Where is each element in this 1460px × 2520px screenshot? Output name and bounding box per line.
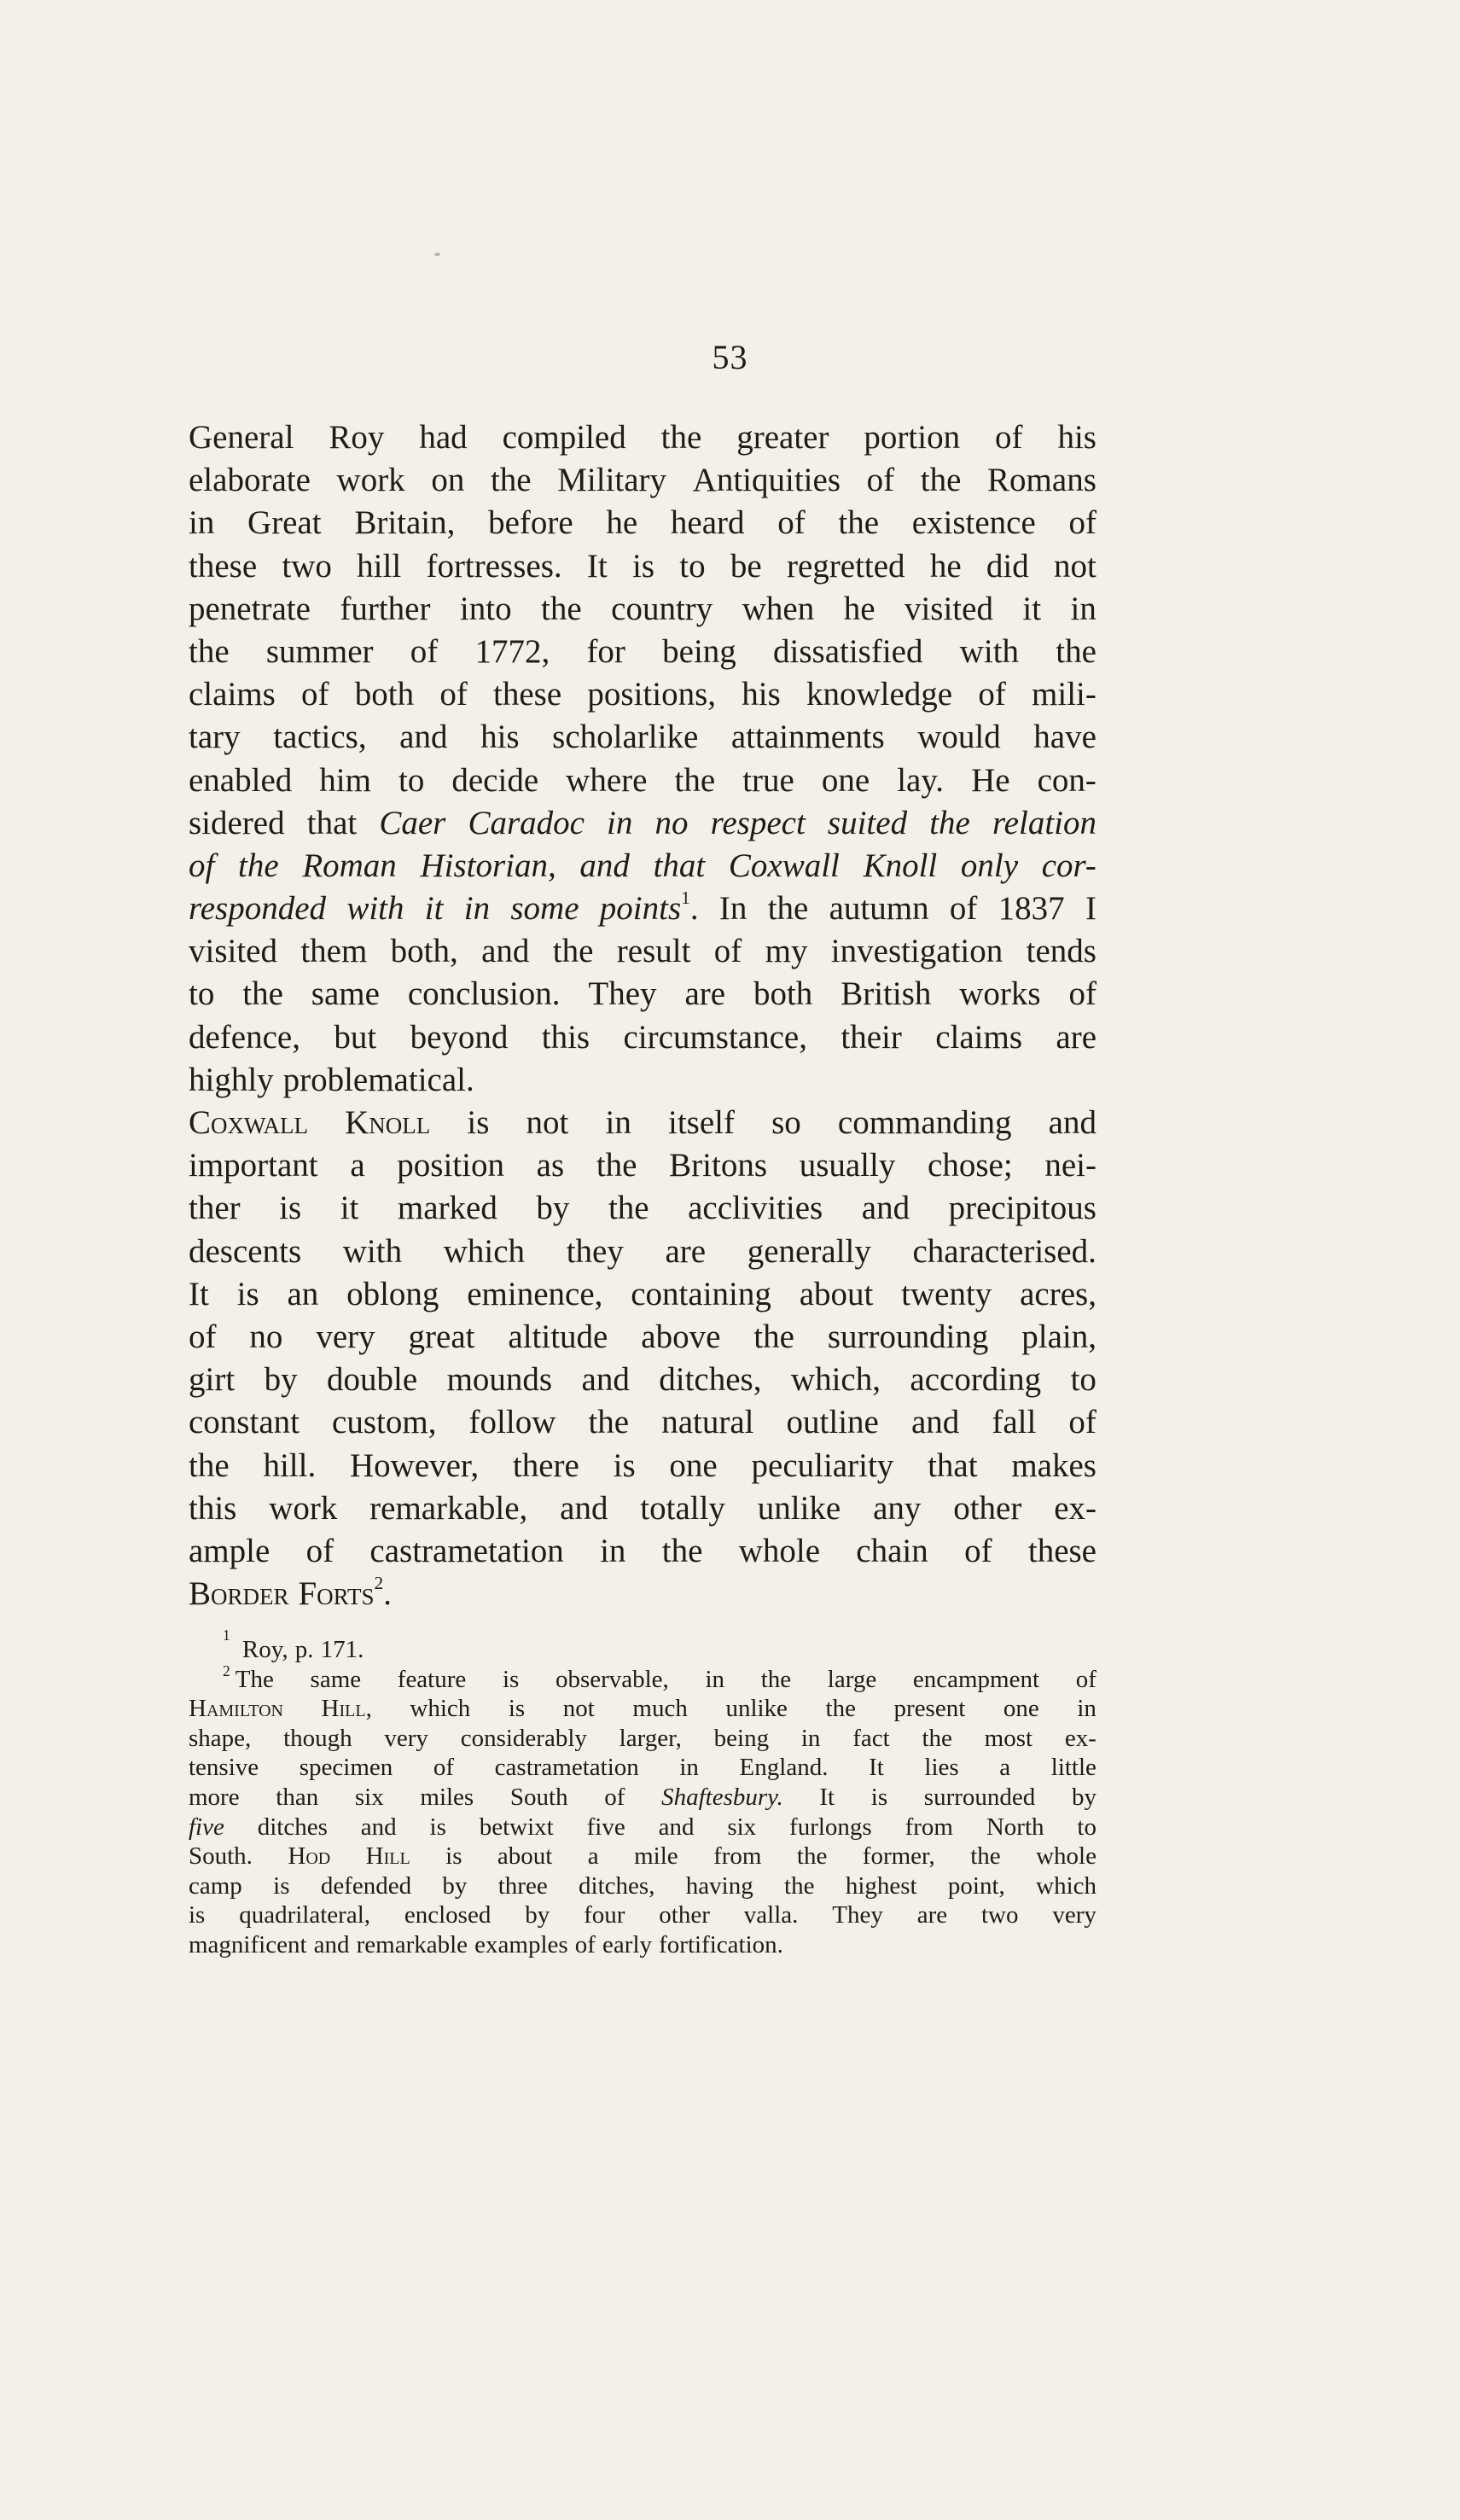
- footnote-line: camp is defended by three ditches, having the highest point, which: [189, 1871, 1096, 1900]
- text-line: Coxwall Knoll is not in itself so commanding and: [189, 1104, 1096, 1141]
- text-line: constant custom, follow the natural outline and fall of: [189, 1404, 1096, 1441]
- text-line: the summer of 1772, for being dissatisfied with the: [189, 632, 1096, 670]
- text-line: General Roy had compiled the greater portion of his: [189, 419, 1096, 456]
- text-line: It is an oblong eminence, containing about twenty acres,: [189, 1275, 1096, 1312]
- text-line: responded with it in some points$^1$. In the autumn of 1837 I: [189, 887, 1096, 928]
- footnote-line: more than six miles South of Shaftesbury. It is surrounded by: [189, 1783, 1096, 1811]
- text-line: ther is it marked by the acclivities and precipitous: [189, 1190, 1096, 1227]
- footnote-line: is quadrilateral, enclosed by four other valla. They are two very: [189, 1901, 1096, 1929]
- text-line: elaborate work on the Military Antiquities of the Romans: [189, 462, 1096, 499]
- text-line: defence, but beyond this circumstance, their claims are: [189, 1018, 1096, 1056]
- page-number: 53: [712, 338, 748, 376]
- footnote-line: magnificent and remarkable examples of early fortification.: [189, 1930, 783, 1958]
- text-line: penetrate further into the country when he visited it in: [189, 590, 1096, 627]
- footnote-line: shape, though very considerably larger, being in fact the most ex-: [189, 1724, 1096, 1752]
- text-line: ample of castrametation in the whole chain of these: [189, 1532, 1096, 1569]
- paper-speck: [434, 253, 440, 256]
- text-line: girt by double mounds and ditches, which, according to: [189, 1361, 1096, 1399]
- text-line: visited them both, and the result of my investigation tends: [189, 933, 1096, 970]
- text-line: highly problematical.: [189, 1061, 474, 1098]
- text-line: tary tactics, and his scholarlike attainments would have: [189, 719, 1096, 756]
- text-line: enabled him to decide where the true one lay. He con-: [189, 761, 1096, 799]
- text-line: to the same conclusion. They are both British works of: [189, 975, 1096, 1013]
- text-line: in Great Britain, before he heard of the existence of: [189, 504, 1096, 542]
- text-line: important a position as the Britons usually chose; nei-: [189, 1147, 1096, 1184]
- footnote-line: Hamilton Hill, which is not much unlike the present one in: [189, 1695, 1096, 1723]
- footnote-line: tensive specimen of castrametation in England. It lies a little: [189, 1754, 1096, 1782]
- text-line: these two hill fortresses. It is to be regretted he did not: [189, 547, 1096, 585]
- text-line: Border Forts$^2$.: [189, 1572, 392, 1613]
- footnote-line: South. Hod Hill is about a mile from the former, the whole: [189, 1842, 1096, 1871]
- footnote-line: 1 Roy, p. 171.: [223, 1627, 364, 1663]
- text-line: sidered that Caer Caradoc in no respect suited the relation: [189, 804, 1096, 841]
- body-text: [189, 416, 1096, 1615]
- footnote-ref: 2: [374, 1572, 384, 1593]
- footnote-line: five ditches and is betwixt five and six furlongs from North to: [189, 1813, 1096, 1841]
- text-line: this work remarkable, and totally unlike any other ex-: [189, 1489, 1096, 1527]
- text-line: of no very great altitude above the surrounding plain,: [189, 1318, 1096, 1355]
- text-line: of the Roman Historian, and that Coxwall Knoll only cor-: [189, 847, 1096, 884]
- text-line: descents with which they are generally characterised.: [189, 1232, 1096, 1270]
- footnote-line: $^2$ The same feature is observable, in the large encampment of: [223, 1662, 1096, 1693]
- text-line: the hill. However, there is one peculiarity that makes: [189, 1446, 1096, 1484]
- footnotes: [189, 1627, 1096, 1960]
- text-line: claims of both of these positions, his knowledge of mili-: [189, 676, 1096, 713]
- footnote-ref: 1: [681, 887, 690, 908]
